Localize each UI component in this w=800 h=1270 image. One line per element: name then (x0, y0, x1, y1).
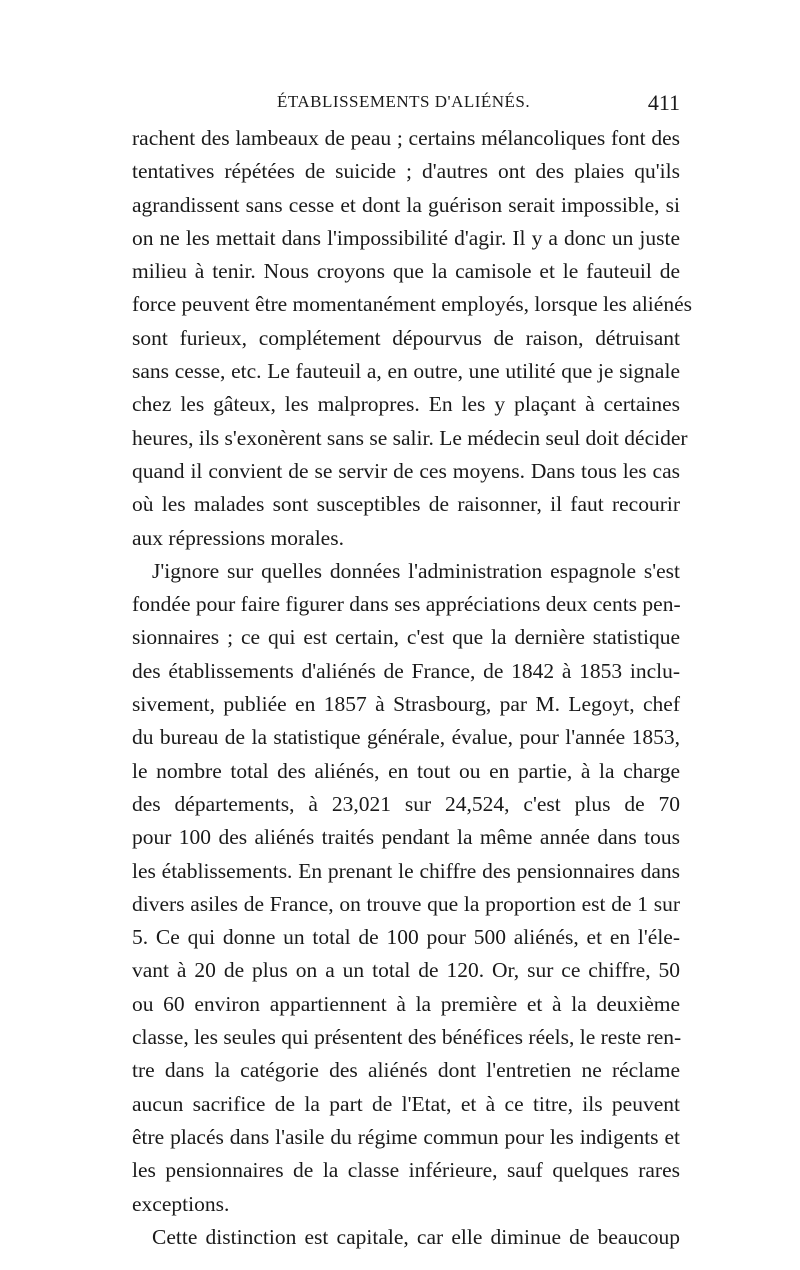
text-line: pour 100 des aliénés traités pendant la même année dans tous (132, 825, 680, 850)
text-line: sont furieux, complétement dépourvus de raison, détruisant (132, 325, 680, 350)
page-number: 411 (647, 90, 680, 115)
text-line: les établissements. En prenant le chiffre des pensionnaires dans (132, 858, 680, 883)
text-line: aucun sacrifice de la part de l'Etat, et à ce titre, ils peuvent (132, 1091, 680, 1116)
text-line: rachent des lambeaux de peau ; certains mélancoliques font des (132, 126, 680, 150)
text-line: classe, les seules qui présentent des bénéfices réels, le reste ren- (132, 1025, 682, 1050)
text-line: des départements, à 23,021 sur 24,524, c'est plus de 70 (132, 791, 680, 816)
text-line: milieu à tenir. Nous croyons que la camisole et le fauteuil de (132, 259, 680, 284)
text-line: chez les gâteux, les malpropres. En les y plaçant à certaines (132, 392, 680, 417)
text-line: agrandissent sans cesse et dont la guérison serait impossible, si (132, 192, 680, 217)
body-text (132, 122, 692, 1254)
text-line: sans cesse, etc. Le fauteuil a, en outre, une utilité que je signale (132, 359, 680, 384)
text-line: où les malades sont susceptibles de raisonner, il faut recourir (132, 492, 680, 517)
text-line: fondée pour faire figurer dans ses appréciations deux cents pen- (132, 592, 681, 617)
text-line: les pensionnaires de la classe inférieure, sauf quelques rares (132, 1158, 680, 1183)
text-line: être placés dans l'asile du régime commun pour les indigents et (132, 1124, 680, 1149)
text-line: sionnaires ; ce qui est certain, c'est que la dernière statistique (132, 625, 680, 650)
text-line: le nombre total des aliénés, en tout ou en partie, à la charge (132, 758, 680, 783)
text-line: Cette distinction est capitale, car elle diminue de beaucoup (152, 1224, 680, 1249)
running-title: ÉTABLISSEMENTS D'ALIÉNÉS. (277, 92, 531, 111)
text-line: aux répressions morales. (132, 525, 344, 550)
text-line: du bureau de la statistique générale, évalue, pour l'année 1853, (132, 725, 680, 750)
text-line: on ne les mettait dans l'impossibilité d'agir. Il y a donc un juste (132, 225, 680, 250)
text-line: quand il convient de se servir de ces moyens. Dans tous les cas (132, 458, 680, 483)
text-line: 5. Ce qui donne un total de 100 pour 500 aliénés, et en l'éle- (132, 925, 680, 950)
text-line: sivement, publiée en 1857 à Strasbourg, par M. Legoyt, chef (132, 692, 680, 717)
text-line: ou 60 environ appartiennent à la première et à la deuxième (132, 991, 680, 1016)
text-line: vant à 20 de plus on a un total de 120. Or, sur ce chiffre, 50 (132, 958, 680, 983)
text-line: heures, ils s'exonèrent sans se salir. Le médecin seul doit décider (132, 425, 688, 450)
text-line: J'ignore sur quelles données l'administration espagnole s'est (152, 558, 680, 583)
running-head (132, 92, 680, 118)
text-line: tre dans la catégorie des aliénés dont l'entretien ne réclame (132, 1058, 680, 1083)
text-line: tentatives répétées de suicide ; d'autres ont des plaies qu'ils (132, 159, 680, 184)
text-line: divers asiles de France, on trouve que la proportion est de 1 sur (132, 891, 680, 916)
text-line: des établissements d'aliénés de France, de 1842 à 1853 inclu- (132, 658, 680, 683)
text-line: force peuvent être momentanément employés, lorsque les aliénés (132, 292, 692, 317)
text-line: exceptions. (132, 1191, 230, 1216)
